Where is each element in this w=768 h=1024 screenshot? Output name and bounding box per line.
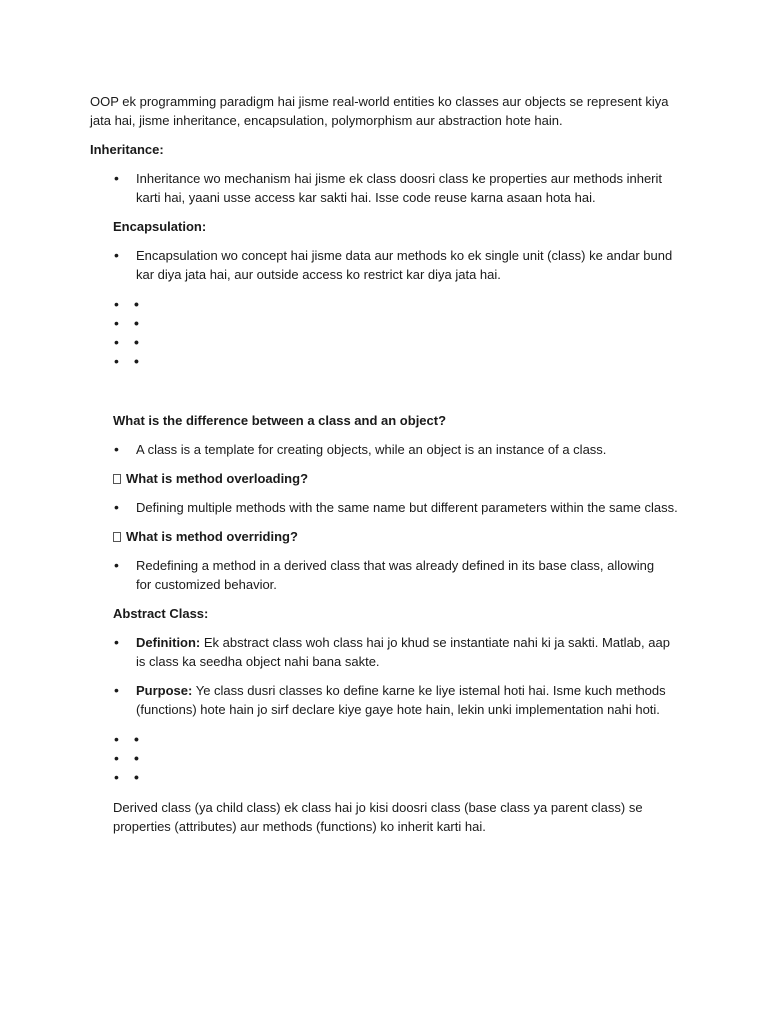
abstract-class-heading: Abstract Class: <box>113 606 209 621</box>
bullet-glyph: • <box>114 247 119 263</box>
overriding-heading-text: What is method overriding? <box>126 529 298 544</box>
bullet-glyph: • <box>134 353 139 369</box>
bullet-glyph: • <box>114 750 119 766</box>
bullet-glyph: • <box>114 769 119 785</box>
bullet-glyph: • <box>134 334 139 350</box>
definition-bullet-text <box>136 633 681 671</box>
bullet-glyph: • <box>134 296 139 312</box>
overloading-heading-text: What is method overloading? <box>126 471 309 486</box>
bullet-glyph: • <box>114 315 119 331</box>
bullet-glyph: • <box>134 769 139 785</box>
overriding-question-heading <box>113 527 298 546</box>
derived-class-paragraph: Derived class (ya child class) ek class hai jo kisi doosri class (base class ya parent class) se properties (attributes) aur methods (functions) ko inherit karti hai. <box>113 800 643 834</box>
bullet-glyph: • <box>114 634 119 650</box>
missing-glyph-icon <box>113 474 121 484</box>
bullet-glyph: • <box>114 731 119 747</box>
encapsulation-heading: Encapsulation: <box>113 219 207 234</box>
bullet-glyph: • <box>134 315 139 331</box>
class-object-question-heading: What is the difference between a class and an object? <box>113 413 447 428</box>
definition-label: Definition: <box>136 635 201 650</box>
purpose-label: Purpose: <box>136 683 193 698</box>
inheritance-heading: Inheritance: <box>90 142 164 157</box>
purpose-bullet-text <box>136 681 681 719</box>
bullet-glyph: • <box>114 441 119 457</box>
encapsulation-bullet-text: Encapsulation wo concept hai jisme data aur methods ko ek single unit (class) ke andar bund kar diya jata hai, aur outside access ko restrict kar diya jata hai. <box>136 248 673 282</box>
overloading-question-heading <box>113 469 308 488</box>
class-object-bullet-text: A class is a template for creating objects, while an object is an instance of a class. <box>136 442 607 457</box>
definition-text: Ek abstract class woh class hai jo khud se instantiate nahi ki ja sakti. Matlab, aap is class ka seedha object nahi bana sakte. <box>136 635 670 669</box>
missing-glyph-icon <box>113 532 121 542</box>
inheritance-bullet-text: Inheritance wo mechanism hai jisme ek class doosri class ke properties aur methods inherit karti hai, yaani usse access kar sakti hai. Isse code reuse karna asaan hota hai. <box>136 171 663 205</box>
overloading-bullet-text: Defining multiple methods with the same name but different parameters within the same class. <box>136 500 678 515</box>
bullet-glyph: • <box>114 296 119 312</box>
bullet-glyph: • <box>114 170 119 186</box>
bullet-glyph: • <box>114 499 119 515</box>
bullet-glyph: • <box>114 334 119 350</box>
overriding-bullet-text: Redefining a method in a derived class that was already defined in its base class, allowing for customized behavior. <box>136 558 655 592</box>
bullet-glyph: • <box>134 750 139 766</box>
bullet-glyph: • <box>114 557 119 573</box>
bullet-glyph: • <box>134 731 139 747</box>
intro-paragraph: OOP ek programming paradigm hai jisme real-world entities ko classes aur objects se represent kiya jata hai, jisme inheritance, encapsulation, polymorphism aur abstraction hote hain. <box>90 94 669 128</box>
bullet-glyph: • <box>114 682 119 698</box>
bullet-glyph: • <box>114 353 119 369</box>
purpose-text: Ye class dusri classes ko define karne ke liye istemal hoti hai. Isme kuch methods (functions) hote hain jo sirf declare kiye gaye hote hain, lekin unki implementation nahi hoti. <box>136 683 666 717</box>
